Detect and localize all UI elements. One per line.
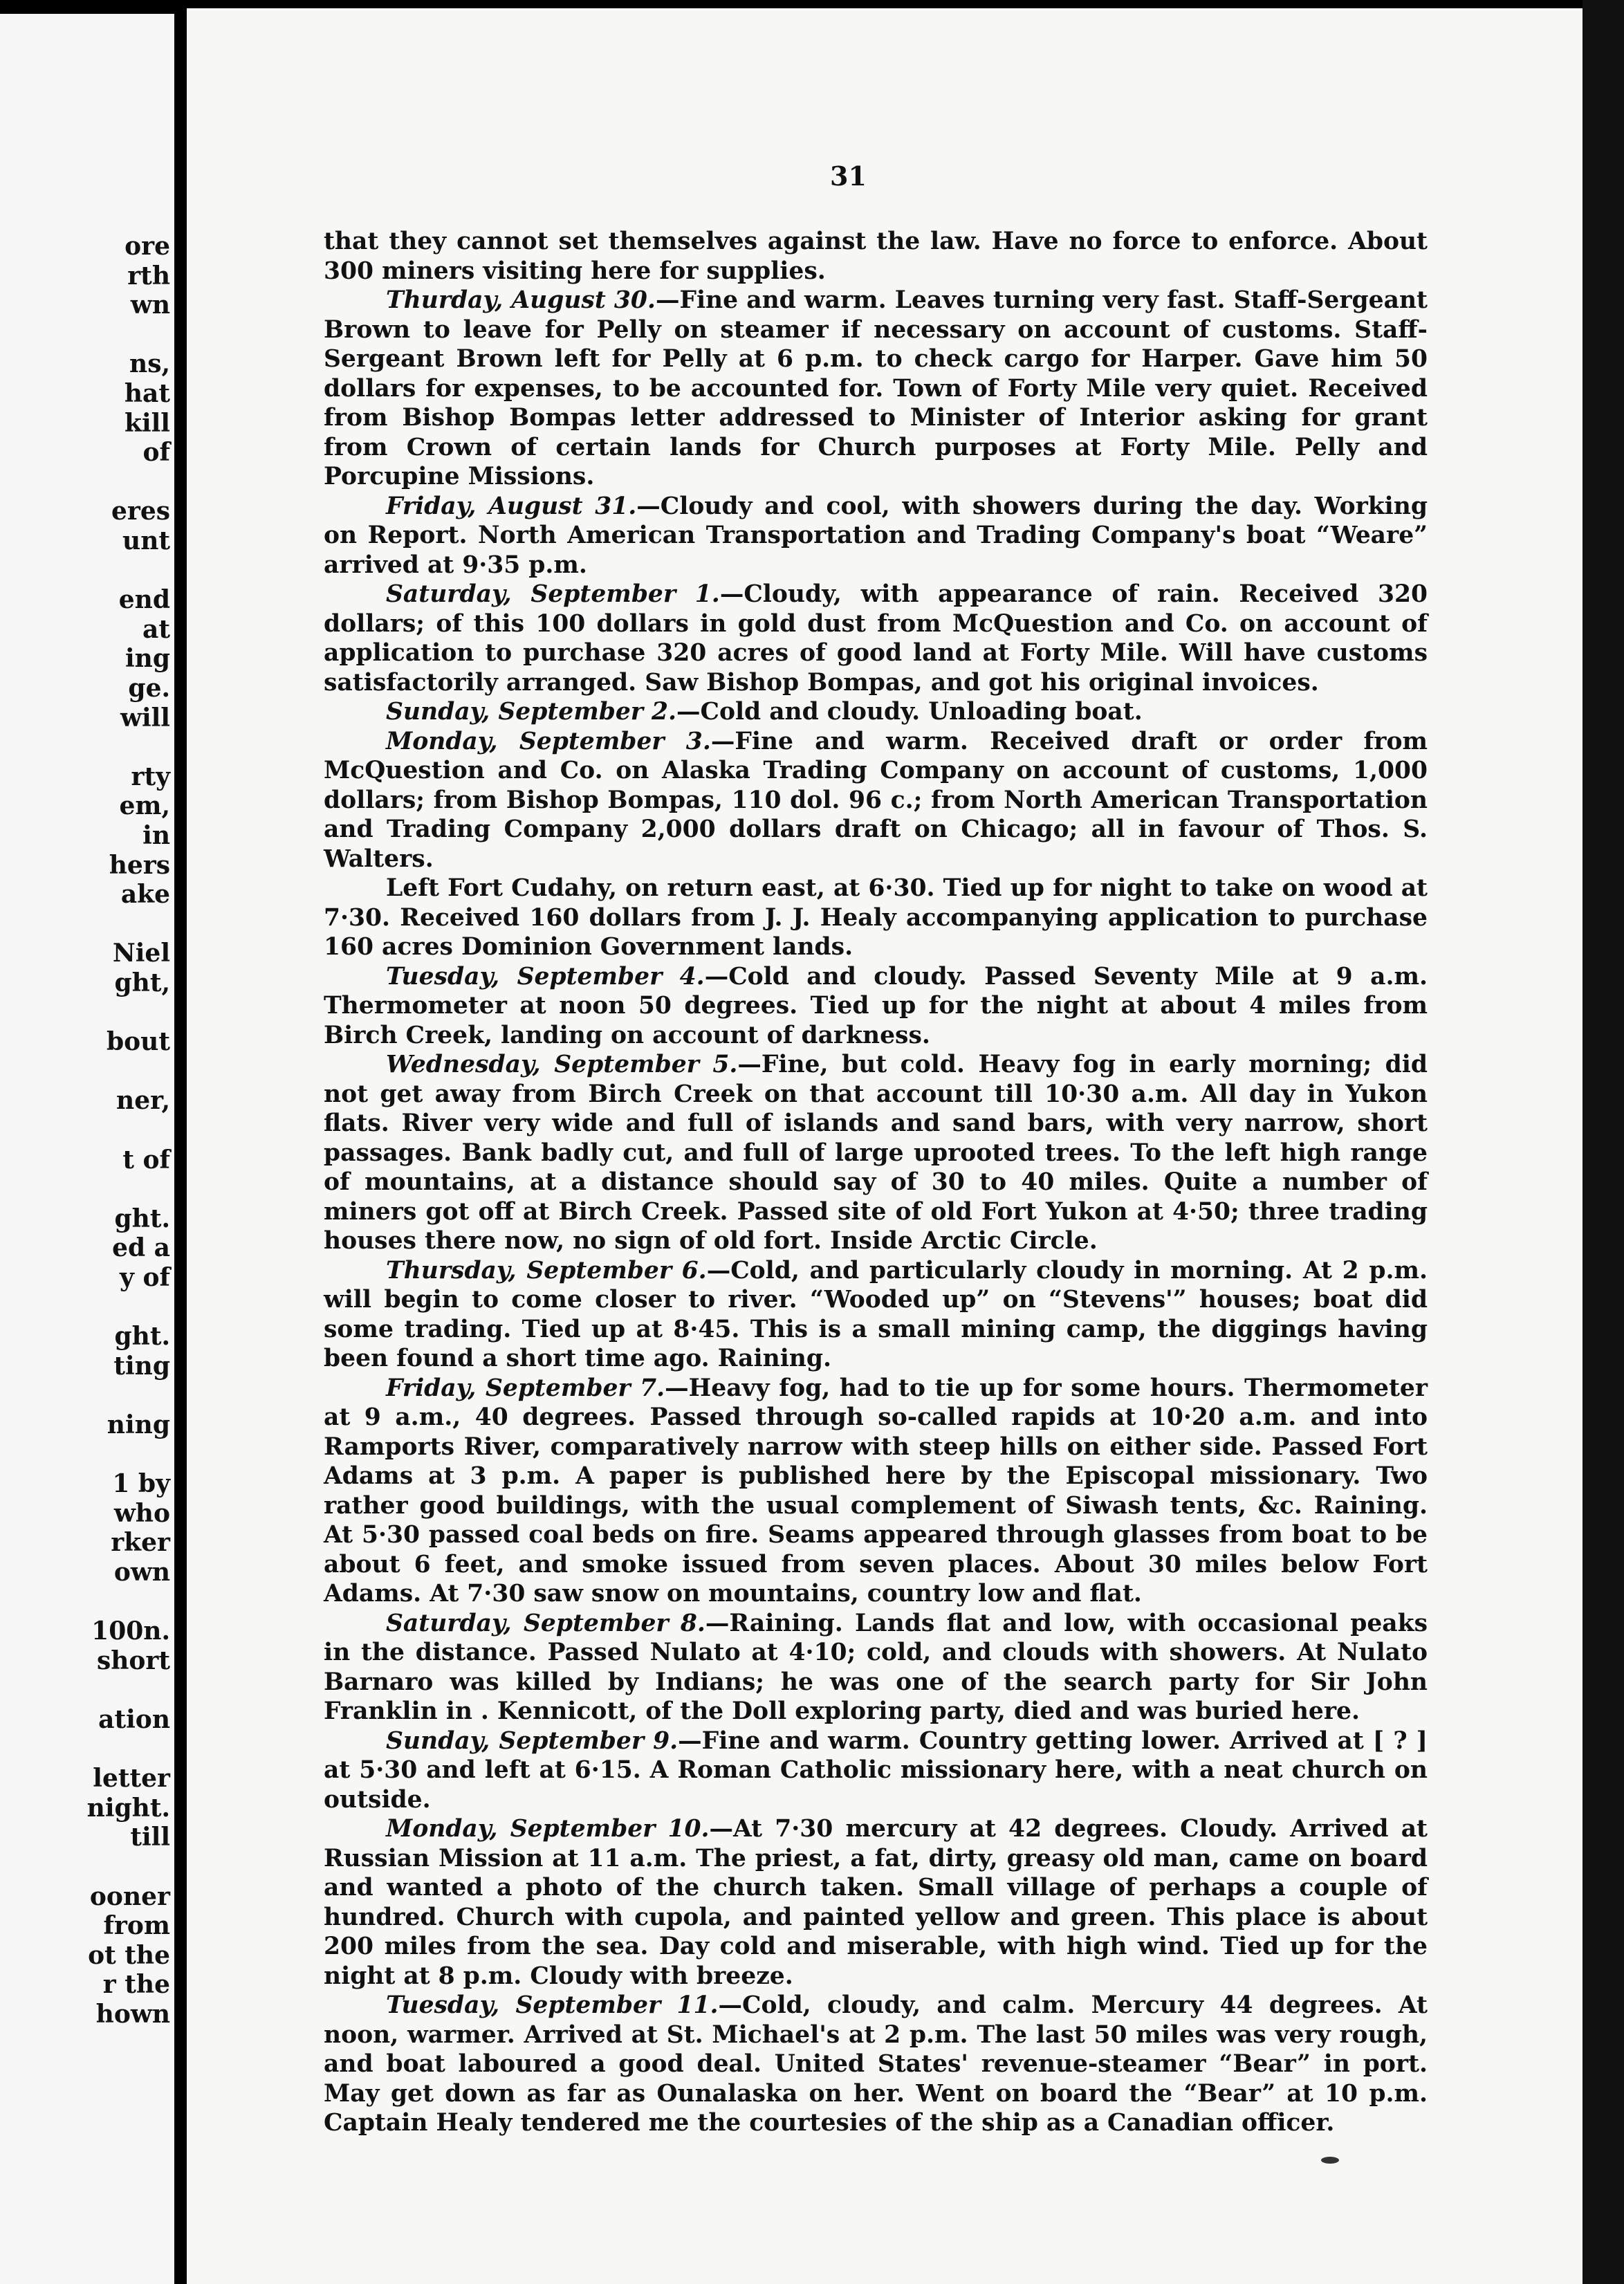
paragraph: [324, 1991, 1428, 2138]
facing-page-fragment: rth: [127, 261, 170, 291]
paragraph-text: —Cloudy, with appearance of rain. Received 320 dollars; of this 100 dollars in gold dust from McQuestion and Co. on account of application to purchase 320 acres of good land at Forty Mile. Will have customs satisfactorily arranged. Saw Bishop Bompas, and got his original invoices.: [324, 580, 1428, 697]
facing-page-fragment: ning: [107, 1410, 170, 1439]
facing-page-text: [0, 14, 174, 2284]
paragraph: [324, 286, 1428, 492]
paragraph: [324, 1609, 1428, 1726]
facing-page-fragment: ing: [124, 644, 170, 674]
facing-page-fragment: bout: [107, 1027, 170, 1057]
facing-page-fragment: who: [113, 1498, 170, 1528]
facing-page-fragment: y of: [120, 1263, 170, 1292]
paragraph: [324, 1050, 1428, 1256]
date-heading: Wednesday, September 5.: [386, 1051, 738, 1078]
facing-page-fragment: kill: [124, 408, 170, 438]
facing-page-fragment: Niel: [112, 939, 170, 968]
paragraph: [324, 874, 1428, 962]
date-heading: Friday, September 7.: [386, 1374, 665, 1402]
facing-page-fragment: ting: [113, 1351, 170, 1381]
facing-page-fragment: till: [130, 1823, 170, 1852]
facing-page-fragment: ns,: [129, 349, 170, 379]
paragraph-text: —Cold and cloudy. Passed Seventy Mile at 9 a.m. Thermometer at noon 50 degrees. Tied up for the night at about 4 miles from Birch Creek, landing on account of darkness.: [324, 962, 1428, 1049]
paragraph: [324, 580, 1428, 697]
paragraph-text: that they cannot set themselves against the law. Have no force to enforce. About 300 miners visiting here for supplies.: [324, 228, 1428, 285]
date-heading: Thurday, August 30.: [386, 286, 656, 314]
facing-page-fragment: rker: [111, 1528, 170, 1558]
paragraph-text: —Fine and warm. Received draft or order from McQuestion and Co. on Alaska Trading Company on account of customs, 1,000 dollars; from Bishop Bompas, 110 dol. 96 c.; from North American Transportation and Trading Company 2,000 dollars draft on Chicago; all in favour of Thos. S. Walters.: [324, 727, 1428, 873]
date-heading: Thursday, September 6.: [386, 1256, 707, 1284]
facing-page-fragment: ot the: [88, 1940, 170, 1970]
facing-page-fragment: ore: [124, 232, 170, 261]
paragraph-text: —Cloudy and cool, with showers during the day. Working on Report. North American Transportation and Trading Company's boat “Weare” arrived at 9·35 p.m.: [324, 492, 1428, 579]
facing-page-fragment: ooner: [89, 1881, 170, 1911]
facing-page-fragment: eres: [111, 497, 170, 526]
date-heading: Friday, August 31.: [386, 492, 637, 520]
paragraph-text: —Cold, and particularly cloudy in morning. At 2 p.m. will begin to come closer to river. “Wooded up” on “Stevens'” houses; boat did some trading. Tied up at 8·45. This is a small mining camp, the diggings having been found a short time ago. Raining.: [324, 1256, 1428, 1372]
page-edge-shadow: [1583, 0, 1624, 2284]
paragraph-text: —Fine, but cold. Heavy fog in early morning; did not get away from Birch Creek on that account till 10·30 a.m. All day in Yukon flats. River very wide and full of islands and sand bars, with very narrow, short passages. Bank badly cut, and full of large uprooted trees. To the left high range of mountains, at a distance should say of 30 to 40 miles. Quite a number of miners got off at Birch Creek. Passed site of old Fort Yukon at 4·50; three trading houses there now, no sign of old fort. Inside Arctic Circle.: [324, 1051, 1428, 1255]
facing-page-fragment: ght.: [114, 1322, 170, 1352]
facing-page-fragment: letter: [93, 1764, 170, 1794]
paragraph: [324, 727, 1428, 874]
date-heading: Saturday, September 1.: [386, 580, 720, 608]
facing-page-fragment: rty: [131, 762, 170, 791]
paragraph: [324, 1726, 1428, 1815]
facing-page-fragment: at: [142, 614, 170, 644]
date-heading: Tuesday, September 11.: [386, 1991, 719, 2019]
paragraph-text: —Cold and cloudy. Unloading boat.: [676, 698, 1143, 726]
date-heading: Monday, September 3.: [386, 727, 711, 755]
facing-page-fragment: t of: [122, 1145, 170, 1175]
facing-page-fragment: unt: [122, 526, 170, 555]
facing-page-fragment: 100n.: [91, 1617, 170, 1646]
facing-page-fragment: of: [142, 438, 170, 468]
ink-smudge: [1321, 2157, 1339, 2164]
facing-page-fragment: short: [96, 1646, 170, 1675]
facing-page-fragment: ed a: [112, 1233, 170, 1263]
facing-page: [0, 14, 174, 2284]
facing-page-fragment: 1 by: [112, 1469, 170, 1499]
facing-page-fragment: ght,: [114, 968, 170, 997]
page-number: 31: [830, 160, 867, 192]
facing-page-fragment: ation: [98, 1705, 170, 1734]
paragraph: [324, 1814, 1428, 1991]
facing-page-fragment: ake: [120, 880, 170, 910]
paragraph-text: —Fine and warm. Country getting lower. Arrived at [ ? ] at 5·30 and left at 6·15. A Roman Catholic missionary here, with a neat church on outside.: [324, 1726, 1428, 1814]
paragraph-text: —Raining. Lands flat and low, with occasional peaks in the distance. Passed Nulato at 4·10; cold, and clouds with showers. At Nulato Barnaro was killed by Indians; he was one of the search party for Sir John Franklin in . Kennicott, of the Doll exploring party, died and was buried here.: [324, 1609, 1428, 1725]
facing-page-fragment: night.: [86, 1793, 170, 1823]
paragraph: [324, 697, 1428, 727]
paragraph: [324, 492, 1428, 580]
facing-page-fragment: hown: [95, 2000, 170, 2029]
facing-page-fragment: in: [142, 821, 170, 850]
paragraph: [324, 227, 1428, 286]
paragraph: [324, 962, 1428, 1051]
facing-page-fragment: end: [118, 585, 170, 615]
facing-page-fragment: hat: [124, 379, 170, 408]
facing-page-fragment: wn: [130, 291, 170, 320]
facing-page-fragment: ner,: [116, 1086, 170, 1116]
paragraph: [324, 1256, 1428, 1374]
paragraph-text: —Cold, cloudy, and calm. Mercury 44 degrees. At noon, warmer. Arrived at St. Michael's at 2 p.m. The last 50 miles was very rough, and boat laboured a good deal. United States' revenue-steamer “Bear” in port. May get down as far as Ounalaska on her. Went on board the “Bear” at 10 p.m. Captain Healy tendered me the courtesies of the ship as a Canadian officer.: [324, 1991, 1428, 2137]
date-heading: Monday, September 10.: [386, 1815, 710, 1843]
paragraph-text: —Heavy fog, had to tie up for some hours. Thermometer at 9 a.m., 40 degrees. Passed through so-called rapids at 10·20 a.m. and into Ramports River, comparatively narrow with steep hills on either side. Passed Fort Adams at 3 p.m. A paper is published here by the Episcopal missionary. Two rather good buildings, with the usual complement of Siwash tents, &c. Raining. At 5·30 passed coal beds on fire. Seams appeared through glasses from boat to be about 6 feet, and smoke issued from seven places. About 30 miles below Fort Adams. At 7·30 saw snow on mountains, country low and flat.: [324, 1374, 1428, 1608]
facing-page-fragment: ght.: [114, 1204, 170, 1233]
facing-page-fragment: from: [103, 1911, 170, 1941]
facing-page-fragment: em,: [119, 791, 170, 821]
facing-page-fragment: ge.: [128, 674, 170, 703]
date-heading: Sunday, September 9.: [386, 1726, 679, 1755]
facing-page-fragment: will: [120, 703, 170, 733]
paragraph-text: —Fine and warm. Leaves turning very fast. Staff-Sergeant Brown to leave for Pelly on steamer if necessary on account of customs. Staff-Sergeant Brown left for Pelly at 6 p.m. to check cargo for Harper. Gave him 50 dollars for expenses, to be accounted for. Town of Forty Mile very quiet. Received from Bishop Bompas letter addressed to Minister of Interior asking for grant from Crown of certain lands for Church purposes at Forty Mile. Pelly and Porcupine Missions.: [324, 286, 1428, 490]
facing-page-fragment: own: [113, 1558, 170, 1587]
facing-page-fragment: r the: [102, 1970, 170, 2000]
paragraph: [324, 1374, 1428, 1609]
paragraph-text: Left Fort Cudahy, on return east, at 6·30. Tied up for night to take on wood at 7·30. Received 160 dollars from J. J. Healy accompanying application to purchase 160 acres Dominion Government lands.: [324, 874, 1428, 961]
paragraph-text: —At 7·30 mercury at 42 degrees. Cloudy. Arrived at Russian Mission at 11 a.m. The priest, a fat, dirty, greasy old man, came on board and wanted a photo of the church taken. Small village of perhaps a couple of hundred. Church with cupola, and painted yellow and green. This place is about 200 miles from the sea. Day cold and miserable, with high wind. Tied up for the night at 8 p.m. Cloudy with breeze.: [324, 1815, 1428, 1990]
date-heading: Tuesday, September 4.: [386, 962, 705, 991]
date-heading: Sunday, September 2.: [386, 698, 676, 726]
date-heading: Saturday, September 8.: [386, 1609, 705, 1637]
facing-page-fragment: hers: [109, 850, 170, 880]
body-text: [324, 227, 1428, 2138]
